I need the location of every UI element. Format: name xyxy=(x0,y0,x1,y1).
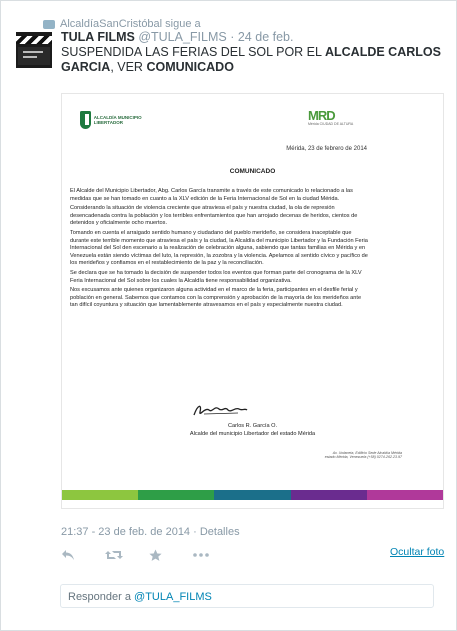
retweet-icon xyxy=(105,549,123,561)
signature xyxy=(190,400,250,422)
reply-icon xyxy=(61,549,75,561)
more-icon xyxy=(193,553,209,557)
header-separator: · xyxy=(230,30,235,44)
follow-context xyxy=(43,18,201,30)
avatar[interactable] xyxy=(16,32,52,68)
tweet-date[interactable]: 24 de feb. xyxy=(237,30,294,44)
hide-photo-link[interactable]: Ocultar foto xyxy=(390,546,445,558)
signer-title: Alcalde del municipio Libertador del estado Mérida xyxy=(189,431,316,437)
document-title: COMUNICADO xyxy=(229,168,276,175)
favorite-button[interactable] xyxy=(149,546,193,564)
tweet-text: SUSPENDIDA LAS FERIAS DEL SOL POR EL ALCALDE CARLOS GARCIA, VER COMUNICADO xyxy=(61,45,441,74)
reply-input[interactable] xyxy=(60,584,434,608)
signer-name: Carlos R. García O. xyxy=(227,423,278,429)
document-date: Mérida, 23 de febrero de 2014 xyxy=(286,146,367,152)
reply-button[interactable] xyxy=(61,546,105,564)
profile-icon xyxy=(43,20,55,29)
stripe-segment xyxy=(291,490,367,500)
user-handle[interactable]: @TULA_FILMS xyxy=(138,30,227,44)
alcaldia-logo xyxy=(80,110,154,130)
tweet-actions xyxy=(61,545,237,565)
retweet-button[interactable] xyxy=(105,546,149,564)
stripe-segment xyxy=(62,490,138,500)
color-stripe xyxy=(62,490,443,500)
document-address: Av. Urdaneta, Edificio Sede Alcaldía Mérida estado Mérida, Venezuela (+58) 0274-262.23.97 xyxy=(324,451,402,460)
document-paragraph: Tomando en cuenta el arraigado sentido humano y ciudadano del pueblo merideño, se considera inaceptable que durante este terrible momento que atraviesa el país y la ciudad, la Alcaldía del municipio Libertador y la Fundación Feria Internacional del Sol den escenario a la realización de celebración alguna, sabiendo que tantas familias en Mérida y en Venezuela están siendo víctimas del luto, la represión, la zozobra y la violencia. Apelamos al sentido cívico y pacífico de los merideños y confiamos en el restablecimiento de la paz y la reconciliación. xyxy=(70,229,368,267)
document-body xyxy=(70,188,370,312)
tweet-photo[interactable] xyxy=(61,93,444,509)
follow-context-text[interactable]: AlcaldíaSanCristóbal sigue a xyxy=(60,18,201,30)
reply-prefix: Responder a xyxy=(68,591,135,603)
document-paragraph: Nos excusamos ante quienes organizaron alguna actividad en el marco de la feria, participantes en el desfile ferial y población en general. Sabemos que contamos con la comprensión y aprobación de la mayoría de los merideños ante tan difícil coyuntura y situación que lamentablemente atravesamos en el país y especialmente nuestra ciudad. xyxy=(70,287,362,309)
municipal-emblem-icon xyxy=(80,111,91,129)
document-paragraph: Considerando la situación de violencia creciente que atraviesa el país y nuestra ciudad, la ola de represión desencadenada contra la población y los terribles enfrentamientos que han arrojado decenas de heridos, cientos de detenidos y oficialmente ocho muertos. xyxy=(70,205,358,227)
clapperboard-body xyxy=(18,47,50,65)
user-name[interactable]: TULA FILMS xyxy=(61,30,135,44)
stripe-segment xyxy=(214,490,290,500)
tweet-timestamp[interactable]: 21:37 - 23 de feb. de 2014 · Detalles xyxy=(61,526,240,538)
alcaldia-logo-text: ALCALDÍA MUNICIPIO LIBERTADOR xyxy=(93,115,142,125)
reply-mention: @TULA_FILMS xyxy=(134,591,212,603)
tweet-header xyxy=(61,30,293,44)
stripe-segment xyxy=(138,490,214,500)
clapperboard-top xyxy=(16,36,52,44)
document-paragraph: El Alcalde del Municipio Libertador, Abg. Carlos García transmite a través de este comunicado lo relacionado a las medidas que se han tomado en cuanto a la XLV edición de la Feria Internacional de Sol en la ciudad Mérida. xyxy=(70,188,353,202)
favorite-icon xyxy=(149,549,162,562)
merida-logo-mark: MRD xyxy=(308,108,335,123)
merida-logo xyxy=(308,110,374,130)
merida-logo-sub: Mérida CIUDAD DE ALTURA xyxy=(308,122,354,126)
document-paragraph: Se declara que se ha tomado la decisión de suspender todos los eventos que forman parte del cronograma de la XLV Feria Internacional del Sol sobre los cuales la Alcaldía tiene responsabilidad organizativa. xyxy=(70,269,362,284)
stripe-segment xyxy=(367,490,443,500)
signer-block xyxy=(62,422,443,438)
more-button[interactable] xyxy=(193,546,237,564)
